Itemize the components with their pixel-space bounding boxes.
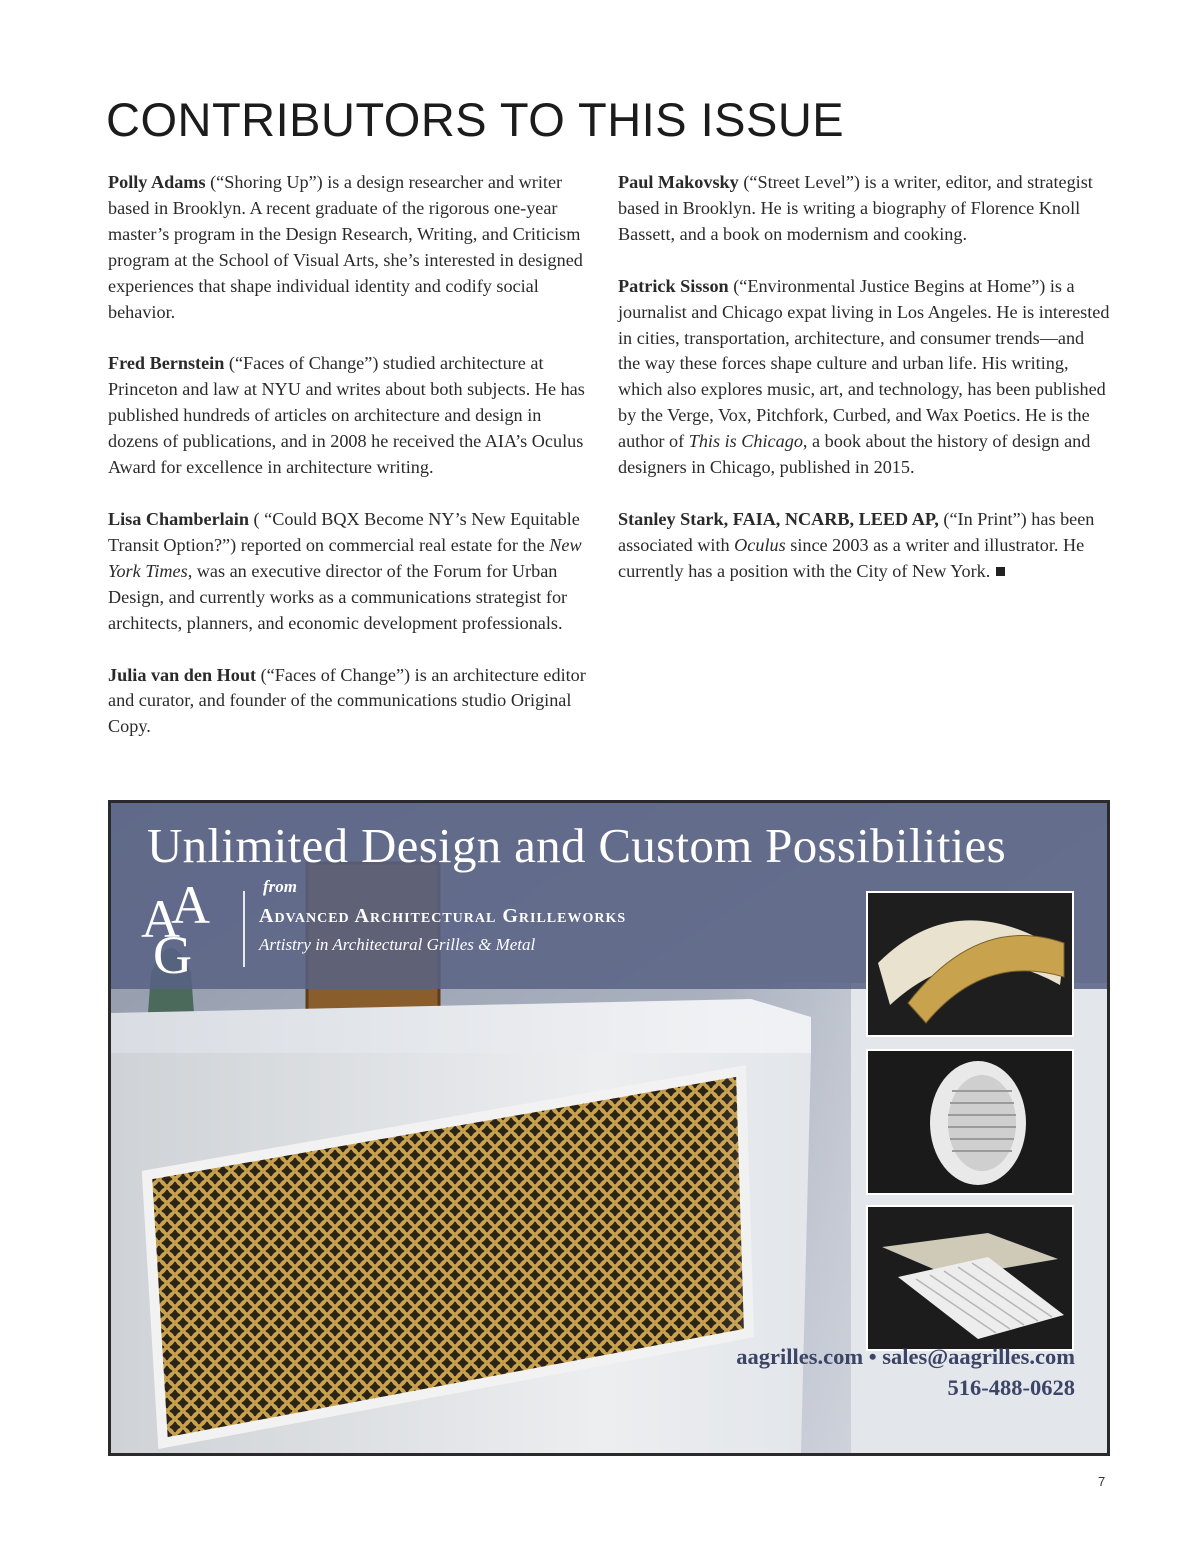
- svg-text:A: A: [141, 889, 180, 949]
- aag-logo-icon: [137, 881, 223, 977]
- book-title: This is Chicago: [688, 431, 803, 452]
- company-tagline: Artistry in Architectural Grilles & Metal: [259, 935, 536, 954]
- end-of-article-mark: [996, 567, 1005, 576]
- ad-from-label: from: [263, 877, 297, 896]
- phone-number[interactable]: 516-488-0628: [947, 1375, 1075, 1400]
- contributor-name: Patrick Sisson: [618, 275, 729, 296]
- contributor-text: (“Faces of Change”) studied architecture at Princeton and law at NYU and writes about both subjects. He has published hundreds of articles on architecture and design in dozens of publications, and in 2008 he received the AIA’s Oculus Award for excellence in architecture writing.: [108, 353, 585, 478]
- page-title: CONTRIBUTORS TO THIS ISSUE: [106, 93, 845, 146]
- contributor-text: (“Street Level”) is a writer, editor, and strategist based in Brooklyn. He is writing a biography of Florence Knoll Bassett, and a book on modernism and cooking.: [618, 172, 1093, 244]
- publication-title: New York Times: [108, 534, 582, 581]
- ad-contact-block: [736, 1341, 1075, 1403]
- contributor-text: (“Faces of Change”) is an architecture editor and curator, and founder of the communications studio Original Copy.: [108, 664, 586, 737]
- contributor-bio: [618, 170, 1110, 248]
- contributor-name: Julia van den Hout: [108, 664, 257, 685]
- linear-grilles-photo: [866, 1205, 1074, 1351]
- logo-divider: [243, 891, 245, 967]
- contributor-bio: [108, 507, 590, 637]
- ad-headline: Unlimited Design and Custom Possibilities: [147, 818, 1006, 873]
- contributor-bio: [108, 170, 590, 325]
- contributor-name: Paul Makovsky: [618, 172, 739, 192]
- contributor-text: (“Environmental Justice Begins at Home”) is a journalist and Chicago expat living in Los Angeles. He is interested in cities, transportation, architecture, and consumer trends—and the way these forces shape culture and urban life. His writing, which also explores music, art, and technology, has been published by the Verge, Vox, Pitchfork, Curbed, and Wax Poetics. He is the author of: [618, 275, 1110, 452]
- company-name: Advanced Architectural Grilleworks: [259, 905, 627, 927]
- contributor-bio: [108, 663, 590, 741]
- contributor-text: since 2003 as a writer and illustrator. He currently has a position with the City of New York.: [618, 534, 1085, 581]
- contributor-name: Stanley Stark, FAIA, NCARB, LEED AP,: [618, 508, 939, 529]
- contributor-bio: [618, 274, 1110, 481]
- contributors-right-column: [618, 170, 1110, 611]
- arched-brass-grille-photo: [866, 891, 1074, 1037]
- contributor-bio: [108, 351, 590, 481]
- contributor-text: ( “Could BQX Become NY’s New Equitable Transit Option?”) reported on commercial real estate for the: [108, 508, 580, 555]
- publication-title: Oculus: [734, 534, 786, 555]
- contributor-text: , a book about the history of design and designers in Chicago, published in 2015.: [618, 431, 1091, 478]
- contributor-text: (“Shoring Up”) is a design researcher and writer based in Brooklyn. A recent graduate of the rigorous one-year master’s program in the Design Research, Writing, and Criticism program at the School of Visual Arts, she’s interested in designed experiences that shape individual identity and codify social behavior.: [108, 172, 583, 322]
- round-vent-photo: [866, 1049, 1074, 1195]
- contributor-text: , was an executive director of the Forum for Urban Design, and currently works as a communications strategist for architects, planners, and economic development professionals.: [108, 560, 568, 633]
- svg-text:G: G: [153, 925, 192, 977]
- svg-text:A: A: [171, 881, 210, 935]
- website-email[interactable]: aagrilles.com • sales@aagrilles.com: [736, 1344, 1075, 1369]
- contributor-text: (“In Print”) has been associated with: [618, 508, 1095, 555]
- advertisement[interactable]: [108, 800, 1110, 1456]
- contributor-name: Polly Adams: [108, 172, 206, 192]
- contributor-name: Lisa Chamberlain: [108, 508, 249, 529]
- contributor-name: Fred Bernstein: [108, 353, 225, 374]
- contributors-left-column: [108, 170, 590, 766]
- page-number: 7: [1098, 1474, 1106, 1489]
- contributor-bio: [618, 507, 1110, 585]
